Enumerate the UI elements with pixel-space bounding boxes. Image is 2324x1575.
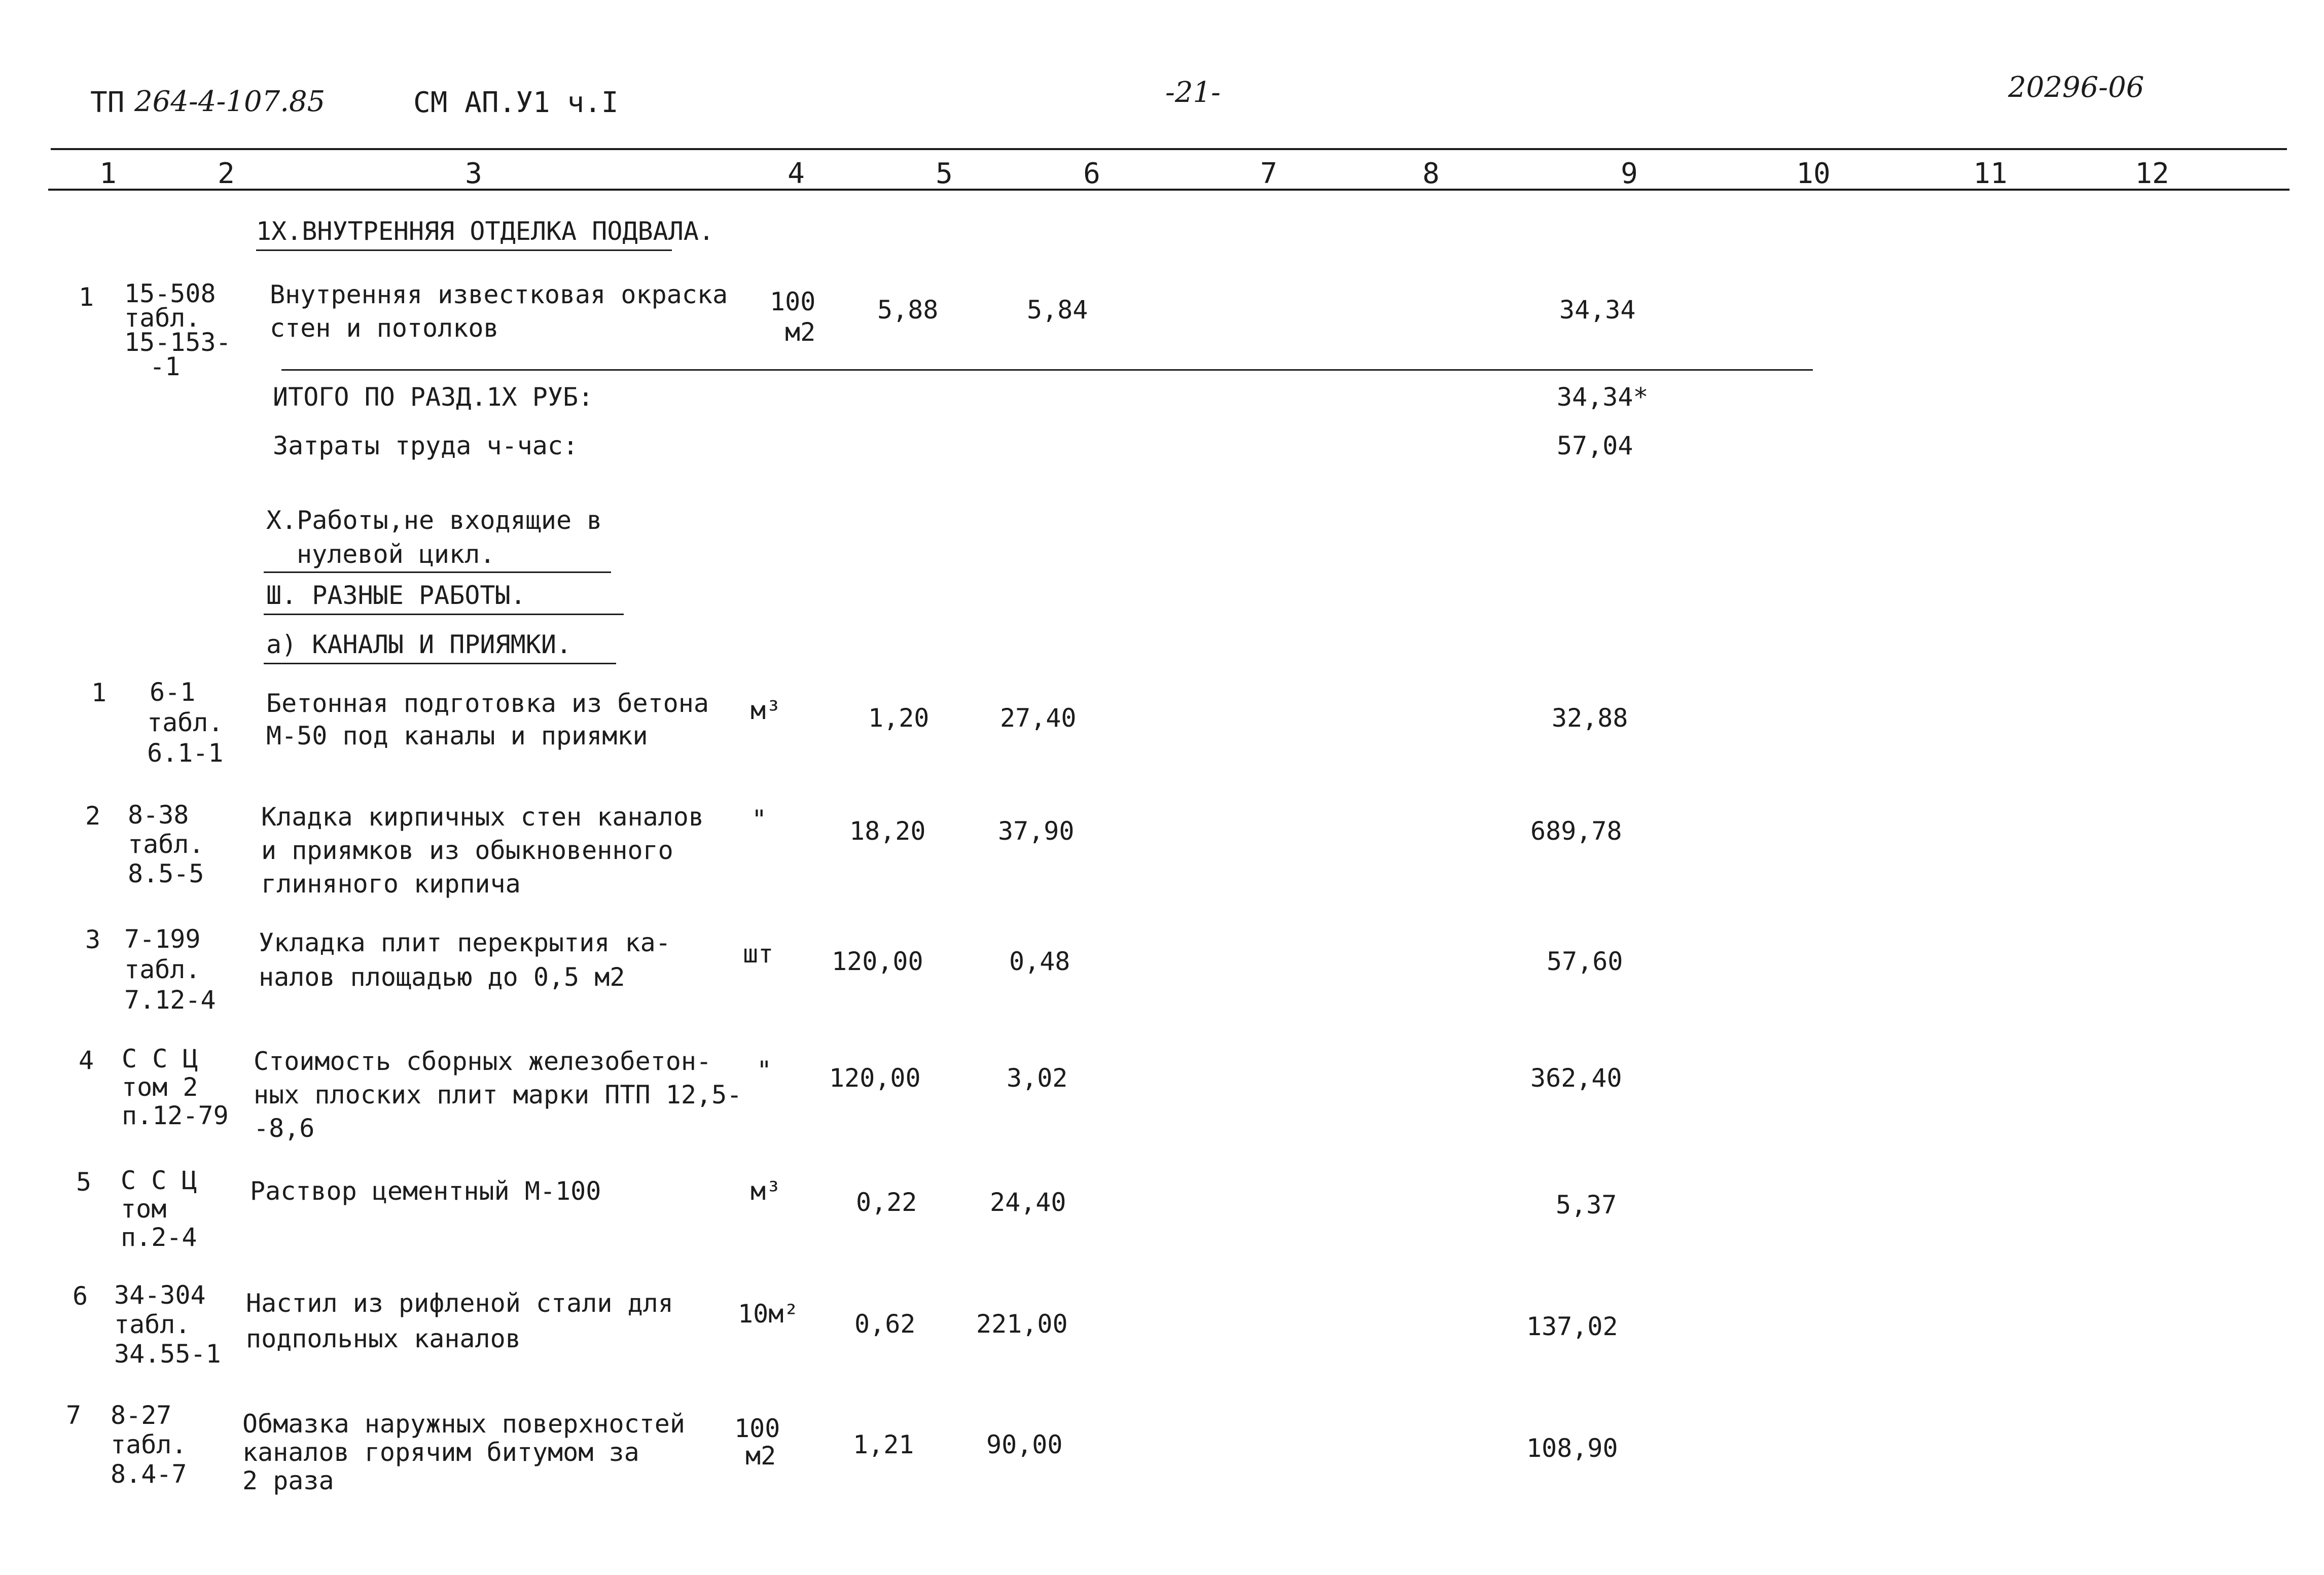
- column-number: 10: [1796, 157, 1831, 190]
- unit: 100 м2: [770, 287, 816, 347]
- column-number: 1: [99, 157, 117, 190]
- unit-price: 37,90: [998, 816, 1075, 846]
- total-cost: 689,78: [1530, 816, 1622, 846]
- doc-number: 264-4-107.85: [134, 85, 326, 118]
- work-name: Внутренняя известковая окраска стен и потолков: [270, 280, 728, 343]
- heading-underline: [256, 249, 672, 251]
- total-cost: 32,88: [1552, 703, 1628, 733]
- row-number: 3: [85, 925, 101, 954]
- total-cost: 5,37: [1556, 1190, 1617, 1220]
- heading-underline: [264, 571, 611, 573]
- unit: м³: [750, 1176, 781, 1206]
- section-heading: нулевой цикл.: [297, 540, 495, 569]
- rate-code: 8-27 табл. 8.4-7: [111, 1401, 187, 1489]
- page-number: -21-: [1165, 76, 1221, 109]
- unit-price: 0,48: [1009, 947, 1070, 976]
- header-bottom-rule: [48, 189, 2290, 191]
- unit-price: 3,02: [1007, 1063, 1068, 1093]
- work-name: Обмазка наружных поверхностей каналов горячим битумом за 2 раза: [242, 1409, 685, 1495]
- row-number: 7: [66, 1401, 82, 1430]
- section-heading: Ш. РАЗНЫЕ РАБОТЫ.: [266, 581, 526, 610]
- column-number: 3: [465, 157, 482, 190]
- section-total-label: ИТОГО ПО РАЗД.1Х РУБ:: [273, 382, 594, 412]
- work-name: Кладка кирпичных стен каналов и приямков из обыкновенного глиняного кирпича: [261, 802, 704, 899]
- total-cost: 108,90: [1526, 1434, 1618, 1463]
- unit: ": [752, 805, 767, 834]
- column-number: 6: [1083, 157, 1100, 190]
- unit-price: 24,40: [990, 1188, 1066, 1217]
- quantity: 120,00: [832, 947, 923, 976]
- column-number: 12: [2135, 157, 2169, 190]
- quantity: 18,20: [849, 816, 926, 846]
- column-number: 4: [788, 157, 805, 190]
- rate-code: С С Ц том 2 п.12-79: [122, 1044, 229, 1130]
- quantity: 0,22: [856, 1188, 917, 1217]
- unit: 10м²: [738, 1299, 799, 1329]
- total-cost: 137,02: [1526, 1312, 1618, 1341]
- header-top-rule: [51, 148, 2287, 150]
- quantity: 120,00: [829, 1063, 921, 1093]
- heading-underline: [264, 663, 616, 664]
- row-number: 1: [79, 282, 94, 312]
- unit: ": [757, 1056, 772, 1085]
- unit: м³: [750, 696, 781, 725]
- total-rule: [281, 369, 1813, 371]
- column-number: 11: [1973, 157, 2008, 190]
- work-name: Бетонная подготовка из бетона М-50 под каналы и приямки: [266, 689, 709, 750]
- work-name: Раствор цементный М-100: [250, 1176, 601, 1206]
- rate-code: 8-38 табл. 8.5-5: [128, 800, 204, 888]
- unit: шт: [743, 939, 774, 969]
- section-heading: а) КАНАЛЫ И ПРИЯМКИ.: [266, 630, 572, 659]
- total-cost: 362,40: [1530, 1063, 1622, 1093]
- rate-code: 6-1 табл. 6.1-1: [147, 677, 224, 768]
- rate-code: 34-304 табл. 34.55-1: [114, 1280, 221, 1369]
- row-number: 1: [91, 678, 107, 707]
- labor-label: Затраты труда ч-час:: [273, 431, 579, 460]
- section-heading: 1Х.ВНУТРЕННЯЯ ОТДЕЛКА ПОДВАЛА.: [256, 217, 714, 246]
- heading-underline: [264, 614, 624, 615]
- column-number: 7: [1260, 157, 1277, 190]
- work-name: Стоимость сборных железобетон- ных плоских плит марки ПТП 12,5- -8,6: [254, 1047, 742, 1143]
- quantity: 1,21: [853, 1430, 914, 1459]
- doc-code: ТП: [90, 86, 125, 119]
- column-number: 9: [1621, 157, 1638, 190]
- unit-price: 221,00: [976, 1309, 1068, 1339]
- rate-code: 7-199 табл. 7.12-4: [124, 924, 216, 1015]
- section-total-value: 34,34*: [1557, 382, 1649, 412]
- column-number: 2: [218, 157, 235, 190]
- row-number: 2: [85, 801, 101, 831]
- work-name: Укладка плит перекрытия ка- налов площадью до 0,5 м2: [259, 928, 671, 992]
- rate-code: 15-508 табл. 15-153- -1: [124, 279, 231, 381]
- quantity: 5,88: [877, 295, 939, 325]
- row-number: 5: [76, 1167, 92, 1197]
- labor-value: 57,04: [1557, 431, 1633, 460]
- section-heading: Х.Работы,не входящие в: [266, 506, 602, 535]
- archive-number: 20296-06: [2008, 71, 2144, 104]
- column-number: 5: [936, 157, 953, 190]
- unit-price: 5,84: [1027, 295, 1088, 325]
- unit-price: 27,40: [1000, 703, 1077, 733]
- row-number: 6: [73, 1281, 88, 1311]
- work-name: Настил из рифленой стали для подпольных каналов: [246, 1288, 673, 1353]
- section-code: СМ АП.У1 ч.I: [413, 86, 619, 119]
- column-number: 8: [1422, 157, 1440, 190]
- quantity: 1,20: [868, 703, 929, 733]
- rate-code: С С Ц том п.2-4: [121, 1166, 197, 1252]
- unit-price: 90,00: [986, 1430, 1063, 1459]
- row-number: 4: [79, 1046, 94, 1075]
- total-cost: 57,60: [1547, 947, 1623, 976]
- quantity: 0,62: [854, 1309, 916, 1339]
- total-cost: 34,34: [1559, 295, 1636, 325]
- unit: 100 м2: [734, 1414, 780, 1471]
